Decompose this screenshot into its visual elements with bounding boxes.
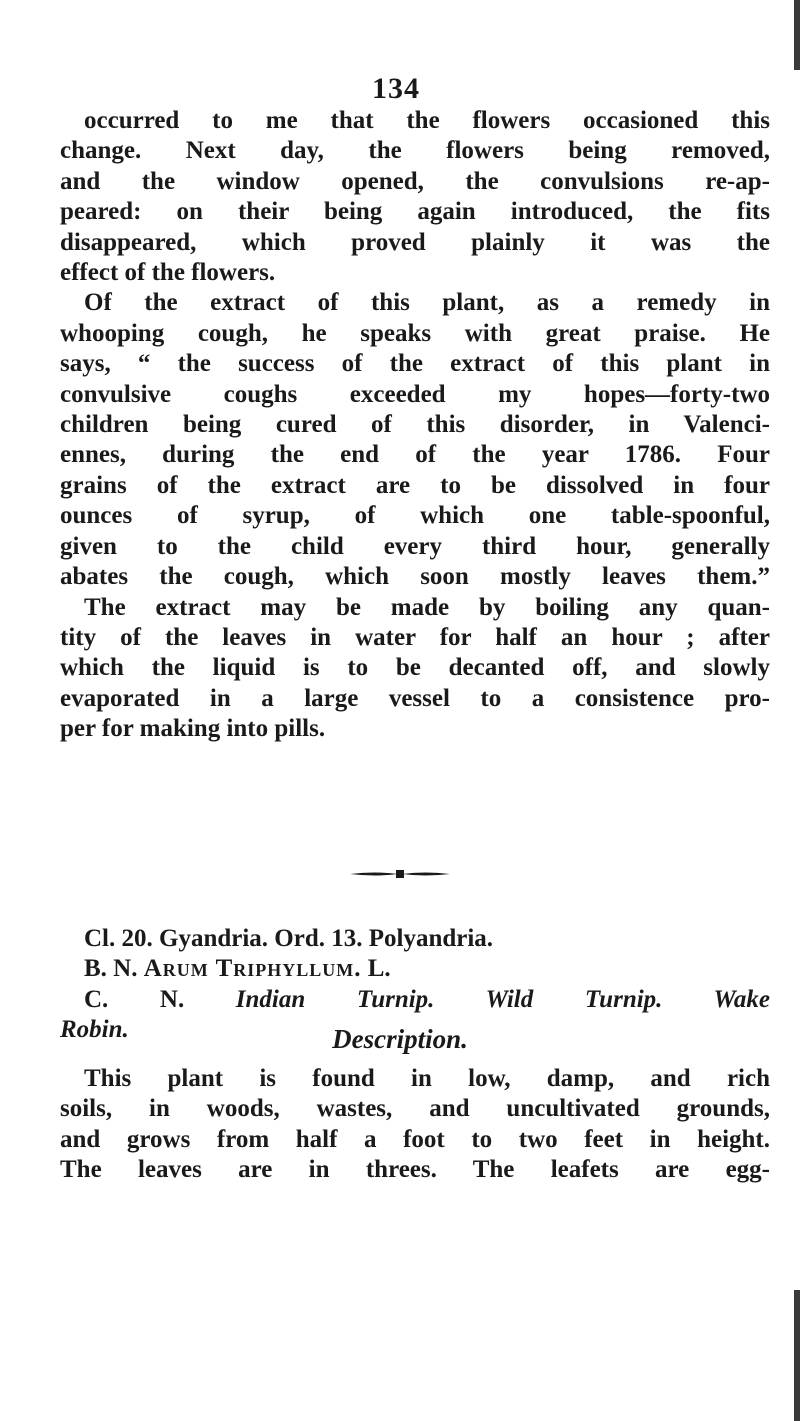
common-names: Indian Turnip. Wild Turnip. Wake (235, 985, 771, 1013)
common-names-line (60, 985, 770, 1015)
text-line: The leaves are in threes. The leafets are egg- (60, 1156, 770, 1184)
text-line: This plant is found in low, damp, and rich (84, 1065, 770, 1092)
text-line: effect of the flowers. (60, 259, 276, 287)
botanical-name-line (60, 954, 770, 984)
classification-class-order: Cl. 20. Gyandria. Ord. 13. Polyandria. (84, 925, 494, 952)
page-number: 134 (372, 72, 420, 105)
text-line: The extract may be made by boiling any quan- (84, 593, 770, 621)
text-line: occurred to me that the flowers occasioned this (84, 107, 770, 134)
text-line: convulsive coughs exceeded my hopes—forty-two (60, 380, 770, 408)
text-line: peared: on their being again introduced, the fits (60, 198, 770, 226)
text-line: which the liquid is to be decanted off, and slowly (60, 654, 770, 682)
text-line: ounces of syrup, of which one table-spoonful, (60, 502, 770, 530)
text-line: tity of the leaves in water for half an hour ; after (60, 623, 770, 651)
common-names-prefix: C. N. (84, 985, 185, 1013)
page-edge-shadow (794, 1290, 800, 1421)
text-line: and the window opened, the convulsions re-ap- (60, 167, 770, 195)
text-line: and grows from half a foot to two feet in height. (60, 1125, 770, 1153)
page-edge-shadow (794, 0, 800, 70)
text-line: says, “ the success of the extract of this plant in (60, 350, 770, 378)
description-heading: Description. (332, 1024, 468, 1054)
text-line: change. Next day, the flowers being removed, (60, 137, 770, 165)
description-text (60, 1064, 770, 1186)
botanical-name: Arum Triphyllum. (143, 955, 362, 983)
text-line: children being cured of this disorder, in Valenci- (60, 411, 770, 439)
text-line: abates the cough, which soon mostly leaves them.” (60, 563, 770, 591)
text-line: grains of the extract are to be dissolved in four (60, 471, 770, 499)
text-line: given to the child every third hour, generally (60, 532, 770, 560)
ornamental-divider (350, 870, 450, 878)
text-line: per for making into pills. (60, 715, 326, 743)
text-line: ennes, during the end of the year 1786. Four (60, 441, 770, 469)
text-line: soils, in woods, wastes, and uncultivated grounds, (60, 1095, 770, 1123)
text-line: evaporated in a large vessel to a consistence pro- (60, 684, 770, 712)
botanical-name-authority: L. (367, 955, 391, 983)
text-line: whooping cough, he speaks with great praise. He (60, 319, 770, 347)
botanical-name-prefix: B. N. (84, 955, 138, 983)
body-text (60, 106, 770, 745)
common-names-continued: Robin. (60, 1016, 129, 1044)
text-line: disappeared, which proved plainly it was the (60, 228, 770, 256)
text-line: Of the extract of this plant, as a remedy in (84, 289, 770, 317)
